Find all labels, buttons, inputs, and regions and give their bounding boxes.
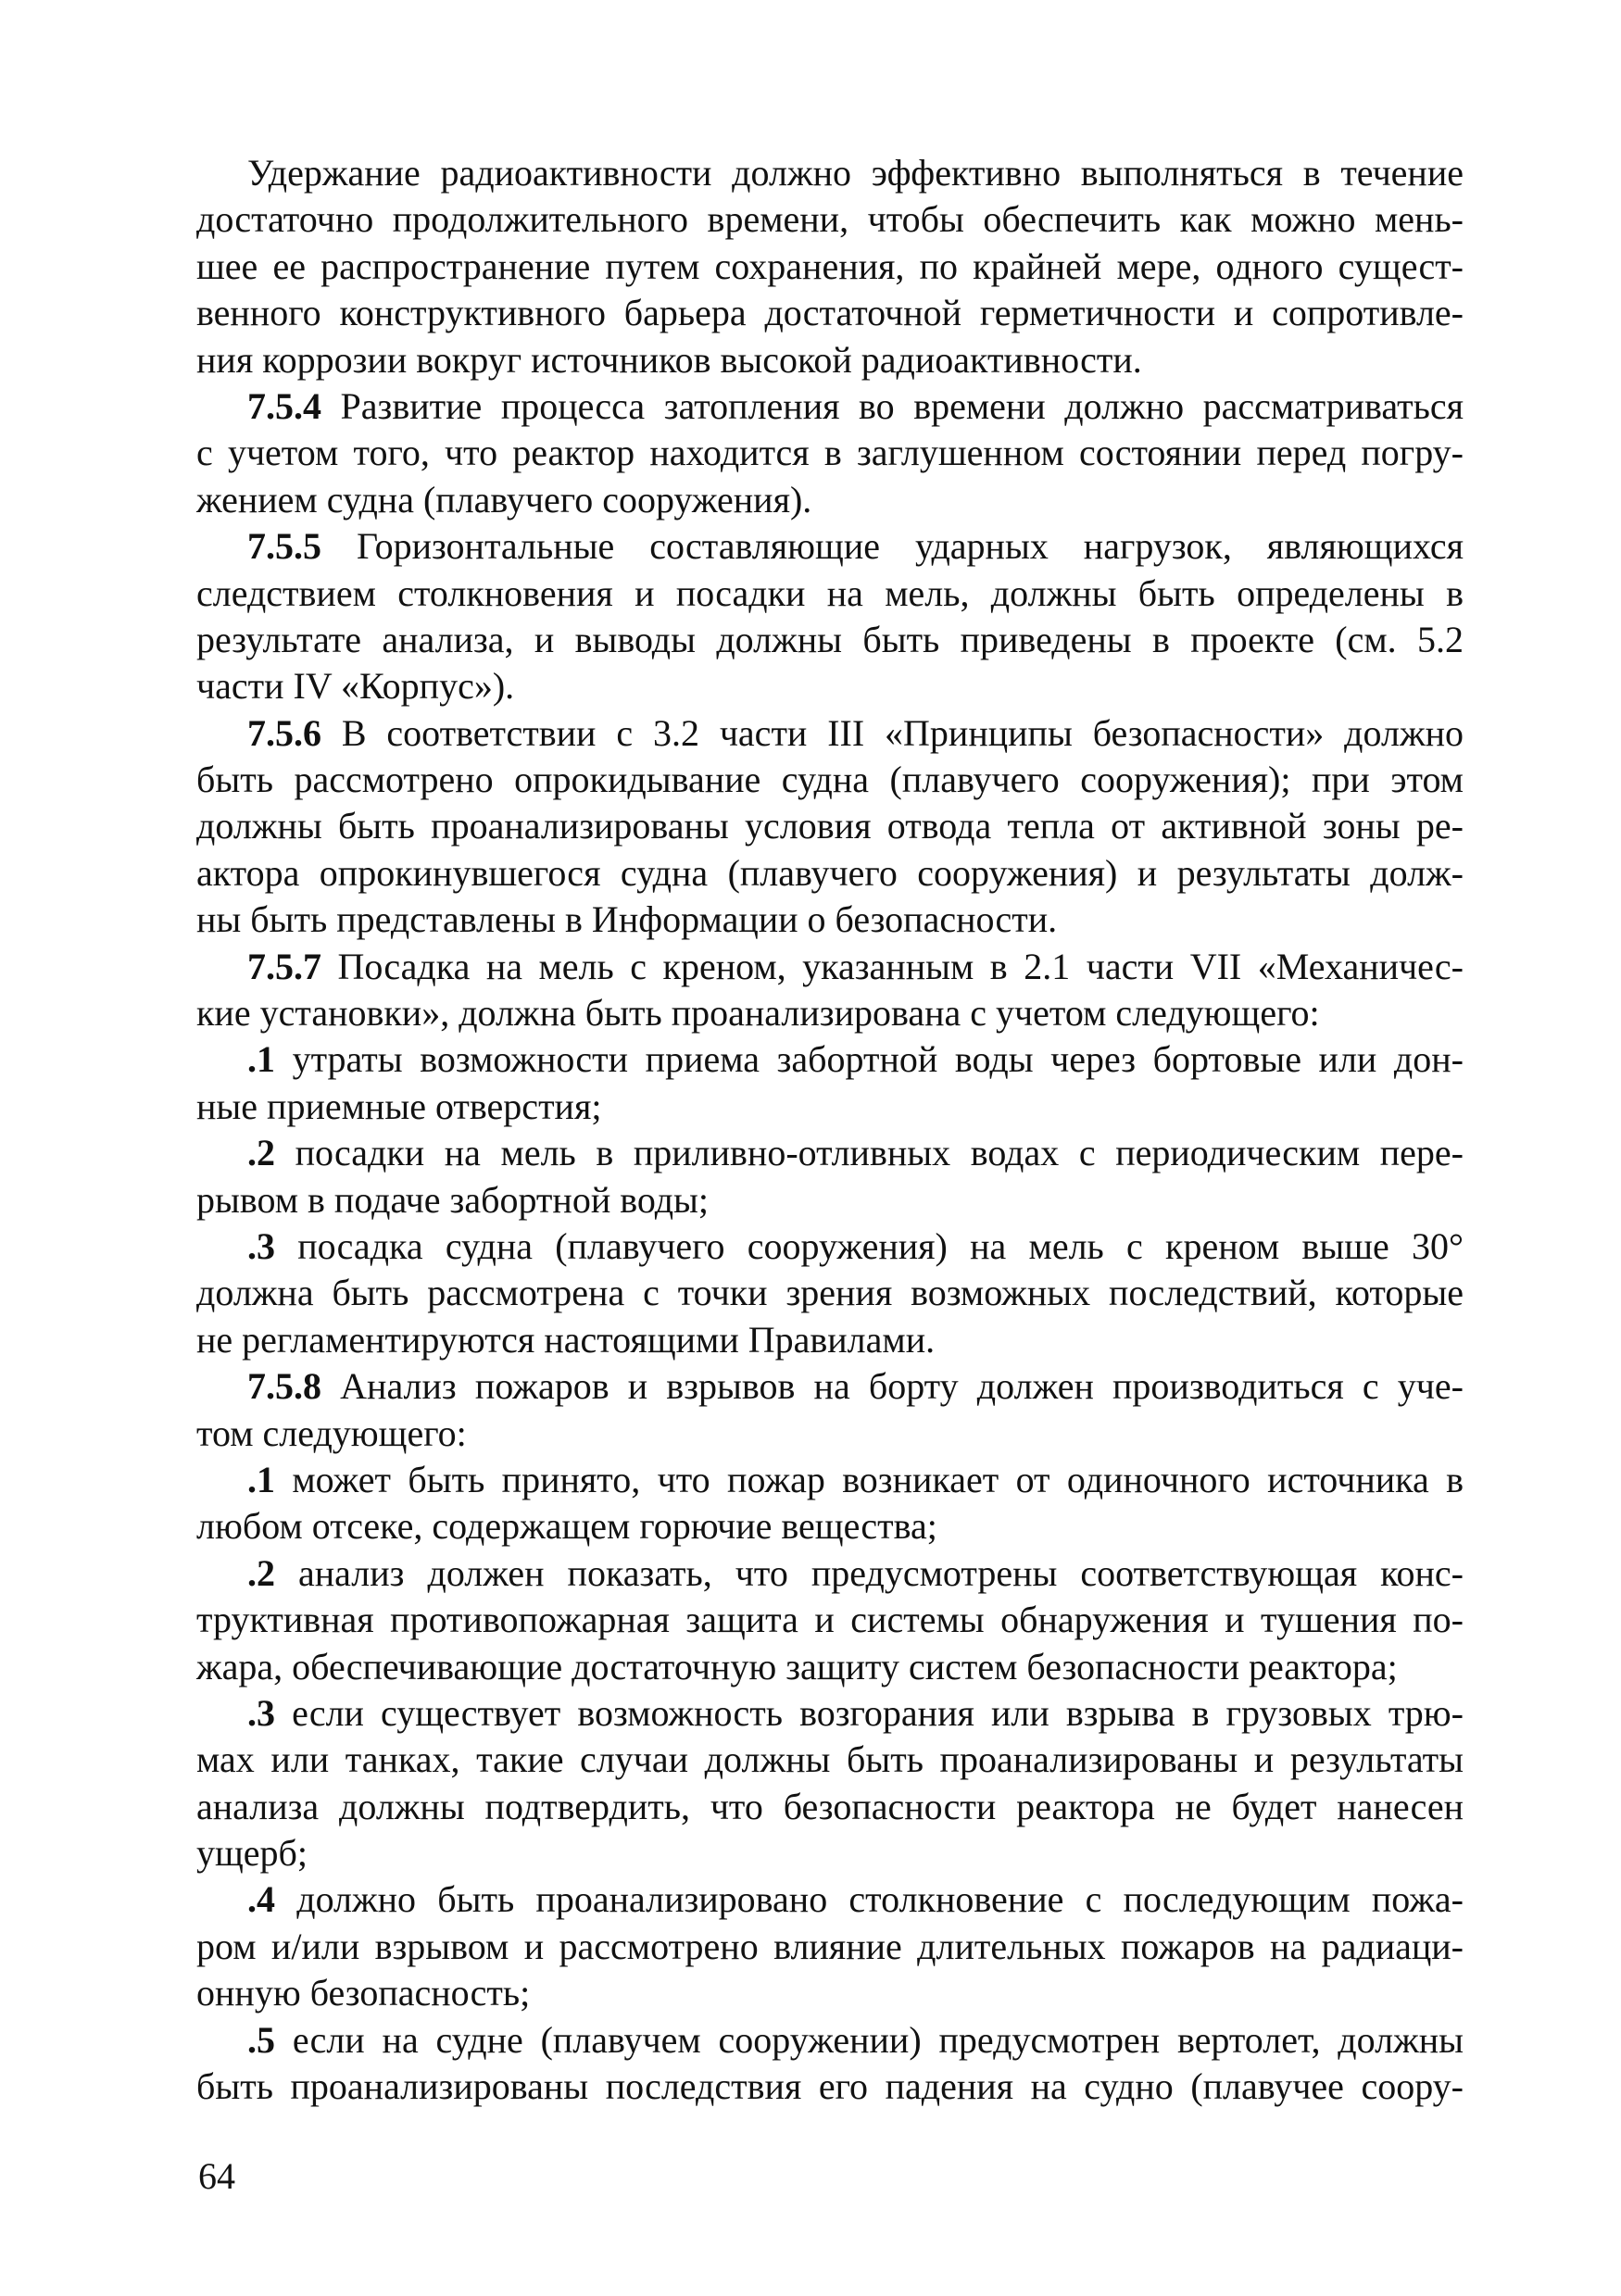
text-line	[196, 1830, 1464, 1876]
text-line	[196, 571, 1464, 617]
line-text: любом отсеке, содержащем горючие вещества;	[196, 1505, 937, 1548]
text-line	[196, 1737, 1464, 1783]
text-line	[196, 710, 1464, 757]
line-text: если на судне (плавучем сооружении) предусмотрен вертолет, должны	[275, 2018, 1464, 2061]
line-text: жара, обеспечивающие достаточную защиту систем безопасности реактора;	[196, 1645, 1398, 1687]
clause-number: 7.5.7	[247, 945, 321, 987]
line-text: если существует возможность возгорания или взрыва в грузовых трю-	[275, 1691, 1464, 1734]
line-text: Анализ пожаров и взрывов на борту должен производиться с уче-	[321, 1365, 1464, 1408]
line-text: том следующего:	[196, 1411, 467, 1454]
line-text: должны быть проанализированы условия отвода тепла от активной зоны ре-	[196, 805, 1464, 847]
line-text: рывом в подаче забортной воды;	[196, 1178, 710, 1221]
text-line	[196, 523, 1464, 570]
line-text: анализа должны подтвердить, что безопасности реактора не будет нанесен	[196, 1785, 1464, 1827]
clause-number: .5	[247, 2018, 275, 2061]
text-line	[196, 1597, 1464, 1643]
line-text: актора опрокинувшегося судна (плавучего сооружения) и результаты долж-	[196, 851, 1464, 894]
text-line	[196, 1924, 1464, 1970]
text-line	[196, 1177, 1464, 1223]
line-text: посадка судна (плавучего сооружения) на мель с креном выше 30°	[275, 1224, 1464, 1267]
clause-number: .3	[247, 1224, 275, 1267]
text-line	[196, 1690, 1464, 1737]
text-line	[196, 663, 1464, 709]
text-line	[196, 1130, 1464, 1176]
text-line	[196, 990, 1464, 1036]
text-line	[196, 1876, 1464, 1923]
text-line	[196, 850, 1464, 897]
text-line	[196, 196, 1464, 243]
clause-number: .2	[247, 1551, 275, 1594]
text-line	[196, 1644, 1464, 1690]
line-text: не регламентируются настоящими Правилами.	[196, 1318, 936, 1361]
line-text: венного конструктивного барьера достаточной герметичности и сопротивле-	[196, 292, 1464, 334]
text-line	[196, 1317, 1464, 1363]
line-text: должно быть проанализировано столкновение с последующим пожа-	[275, 1878, 1464, 1921]
line-text: онную безопасность;	[196, 1972, 531, 2014]
text-line	[196, 2017, 1464, 2064]
line-text: достаточно продолжительного времени, чтобы обеспечить как можно мень-	[196, 198, 1464, 241]
clause-number: 7.5.6	[247, 711, 321, 754]
line-text: ром и/или взрывом и рассмотрено влияние длительных пожаров на радиаци-	[196, 1925, 1464, 1967]
line-text: следствием столкновения и посадки на мель, должны быть определены в	[196, 571, 1464, 614]
clause-number: 7.5.4	[247, 384, 321, 427]
line-text: жением судна (плавучего сооружения).	[196, 478, 812, 521]
line-text: кие установки», должна быть проанализирована с учетом следующего:	[196, 992, 1320, 1035]
line-text: ущерб;	[196, 1832, 308, 1875]
line-text: анализ должен показать, что предусмотрены соответствующая конс-	[275, 1551, 1464, 1594]
line-text: посадки на мель в приливно-отливных водах с периодическим пере-	[275, 1132, 1464, 1174]
line-text: должна быть рассмотрена с точки зрения возможных последствий, которые	[196, 1272, 1464, 1314]
text-line	[196, 1784, 1464, 1830]
text-line	[196, 617, 1464, 663]
clause-number: .2	[247, 1132, 275, 1174]
text-line	[196, 337, 1464, 383]
clause-number: .1	[247, 1458, 275, 1500]
line-text: Развитие процесса затопления во времени должно рассматриваться	[321, 384, 1464, 427]
text-line	[196, 1036, 1464, 1083]
text-line	[196, 944, 1464, 990]
clause-number: .1	[247, 1038, 275, 1081]
text-line	[196, 244, 1464, 290]
text-line	[196, 383, 1464, 430]
text-line	[196, 290, 1464, 336]
line-text: быть рассмотрено опрокидывание судна (плавучего сооружения); при этом	[196, 759, 1464, 801]
text-line	[196, 1457, 1464, 1503]
clause-number: .4	[247, 1878, 275, 1921]
text-line	[196, 2064, 1464, 2110]
text-line	[196, 1084, 1464, 1130]
clause-number: 7.5.5	[247, 525, 321, 568]
line-text: может быть принято, что пожар возникает от одиночного источника в	[275, 1458, 1464, 1500]
line-text: Горизонтальные составляющие ударных нагрузок, являющихся	[321, 525, 1464, 568]
text-line	[196, 757, 1464, 803]
line-text: шее ее распространение путем сохранения, по крайней мере, одного сущест-	[196, 245, 1464, 287]
text-line	[196, 897, 1464, 943]
line-text: В соответствии с 3.2 части III «Принципы безопасности» должно	[321, 711, 1464, 754]
line-text: результате анализа, и выводы должны быть приведены в проекте (см. 5.2	[196, 618, 1464, 660]
line-text: ны быть представлены в Информации о безопасности.	[196, 898, 1058, 941]
text-line	[196, 1363, 1464, 1410]
text-line	[196, 150, 1464, 196]
line-text: Удержание радиоактивности должно эффективно выполняться в течение	[247, 152, 1464, 194]
text-line	[196, 1550, 1464, 1597]
text-line	[196, 1223, 1464, 1270]
line-text: труктивная противопожарная защита и системы обнаружения и тушения по-	[196, 1599, 1464, 1641]
line-text: быть проанализированы последствия его падения на судно (плавучее соору-	[196, 2065, 1464, 2108]
line-text: мах или танках, такие случаи должны быть проанализированы и результаты	[196, 1738, 1464, 1781]
text-line	[196, 1270, 1464, 1316]
document-body	[196, 150, 1464, 2110]
line-text: части IV «Корпус»).	[196, 665, 515, 708]
line-text: с учетом того, что реактор находится в заглушенном состоянии перед погру-	[196, 432, 1464, 474]
text-line	[196, 477, 1464, 523]
text-line	[196, 1411, 1464, 1457]
line-text: ния коррозии вокруг источников высокой радиоактивности.	[196, 338, 1142, 381]
text-line	[196, 1503, 1464, 1549]
text-line	[196, 430, 1464, 476]
line-text: ные приемные отверстия;	[196, 1085, 602, 1127]
text-line	[196, 1970, 1464, 2016]
clause-number: .3	[247, 1691, 275, 1734]
page-number: 64	[198, 2155, 235, 2197]
text-line	[196, 803, 1464, 849]
line-text: утраты возможности приема забортной воды через бортовые или дон-	[275, 1038, 1464, 1081]
line-text: Посадка на мель с креном, указанным в 2.1 части VII «Механичес-	[321, 945, 1464, 987]
clause-number: 7.5.8	[247, 1365, 321, 1408]
